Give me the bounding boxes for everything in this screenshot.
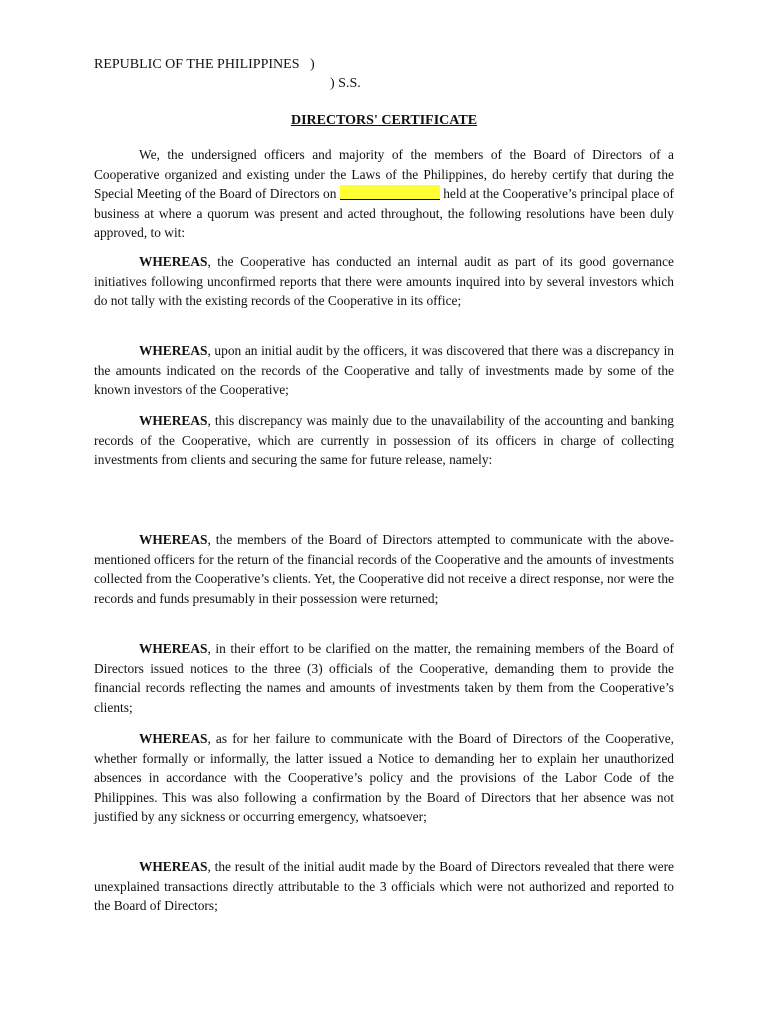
whereas-text-1: , the Cooperative has conducted an internal audit as part of its good governance initiatives following unconfirmed reports that there were amounts inquired into by several investors which do not tally with the existing records of the Cooperative in its office; [94, 254, 674, 309]
whereas-paragraph-2 [94, 341, 674, 400]
whereas-text-7: , the result of the initial audit made by the Board of Directors revealed that there were unexplained transactions directly attributable to the 3 officials which were not authorized and reported to the Board of Directors; [94, 859, 674, 914]
whereas-label: WHEREAS [139, 641, 208, 656]
intro-text-1: We, the undersigned officers and majority of the members of the Board of Directors of a Cooperative organized and existing under the Laws of the Philippines, do hereby certify that during the Special Meeting of the Board of Directors on [94, 147, 674, 202]
whereas-paragraph-1 [94, 252, 674, 311]
whereas-label: WHEREAS [139, 254, 208, 269]
whereas-text-5: , in their effort to be clarified on the matter, the remaining members of the Board of Directors issued notices to the three (3) officials of the Cooperative, demanding them to provide the financial records reflecting the names and amounts of investments taken by them from the Cooperative’s clients; [94, 641, 674, 715]
meeting-date-blank[interactable] [340, 185, 440, 200]
venue-line-1: REPUBLIC OF THE PHILIPPINES ) [94, 57, 315, 72]
intro-text-2: held at the Cooperative’s principal place of business at where a quorum was present and acted throughout, the following resolutions have been duly approved, to wit: [94, 186, 675, 241]
whereas-paragraph-5 [94, 639, 674, 717]
whereas-label: WHEREAS [139, 532, 208, 547]
document-title: DIRECTORS' CERTIFICATE [290, 113, 478, 128]
whereas-label: WHEREAS [139, 859, 208, 874]
whereas-text-4: , the members of the Board of Directors attempted to communicate with the above-mentioned officers for the return of the financial records of the Cooperative and the amounts of investments collected from the Cooperative’s clients. Yet, the Cooperative did not receive a direct response, nor were the records and funds presumably in their possession were returned; [94, 532, 674, 606]
intro-paragraph [94, 145, 674, 243]
venue-line-2: ) S.S. [330, 76, 361, 91]
whereas-label: WHEREAS [139, 343, 208, 358]
whereas-text-2: , upon an initial audit by the officers, it was discovered that there was a discrepancy in the amounts indicated on the records of the Cooperative and tally of investments made by some of the known investors of the Cooperative; [94, 343, 674, 398]
whereas-paragraph-6 [94, 729, 674, 827]
whereas-paragraph-7 [94, 857, 674, 916]
whereas-paragraph-3 [94, 411, 674, 470]
whereas-label: WHEREAS [139, 413, 208, 428]
whereas-text-3: , this discrepancy was mainly due to the unavailability of the accounting and banking records of the Cooperative, which are currently in possession of its officers in charge of collecting investments from clients and securing the same for future release, namely: [94, 413, 674, 468]
whereas-label: WHEREAS [139, 731, 208, 746]
whereas-text-6: , as for her failure to communicate with the Board of Directors of the Cooperative, whether formally or informally, the latter issued a Notice to demanding her to explain her unauthorized absences in accordance with the Cooperative’s policy and the provisions of the Labor Code of the Philippines. This was also following a confirmation by the Board of Directors that her absence was not justified by any sickness or occurring emergency, whatsoever; [94, 731, 674, 825]
whereas-paragraph-4 [94, 530, 674, 608]
